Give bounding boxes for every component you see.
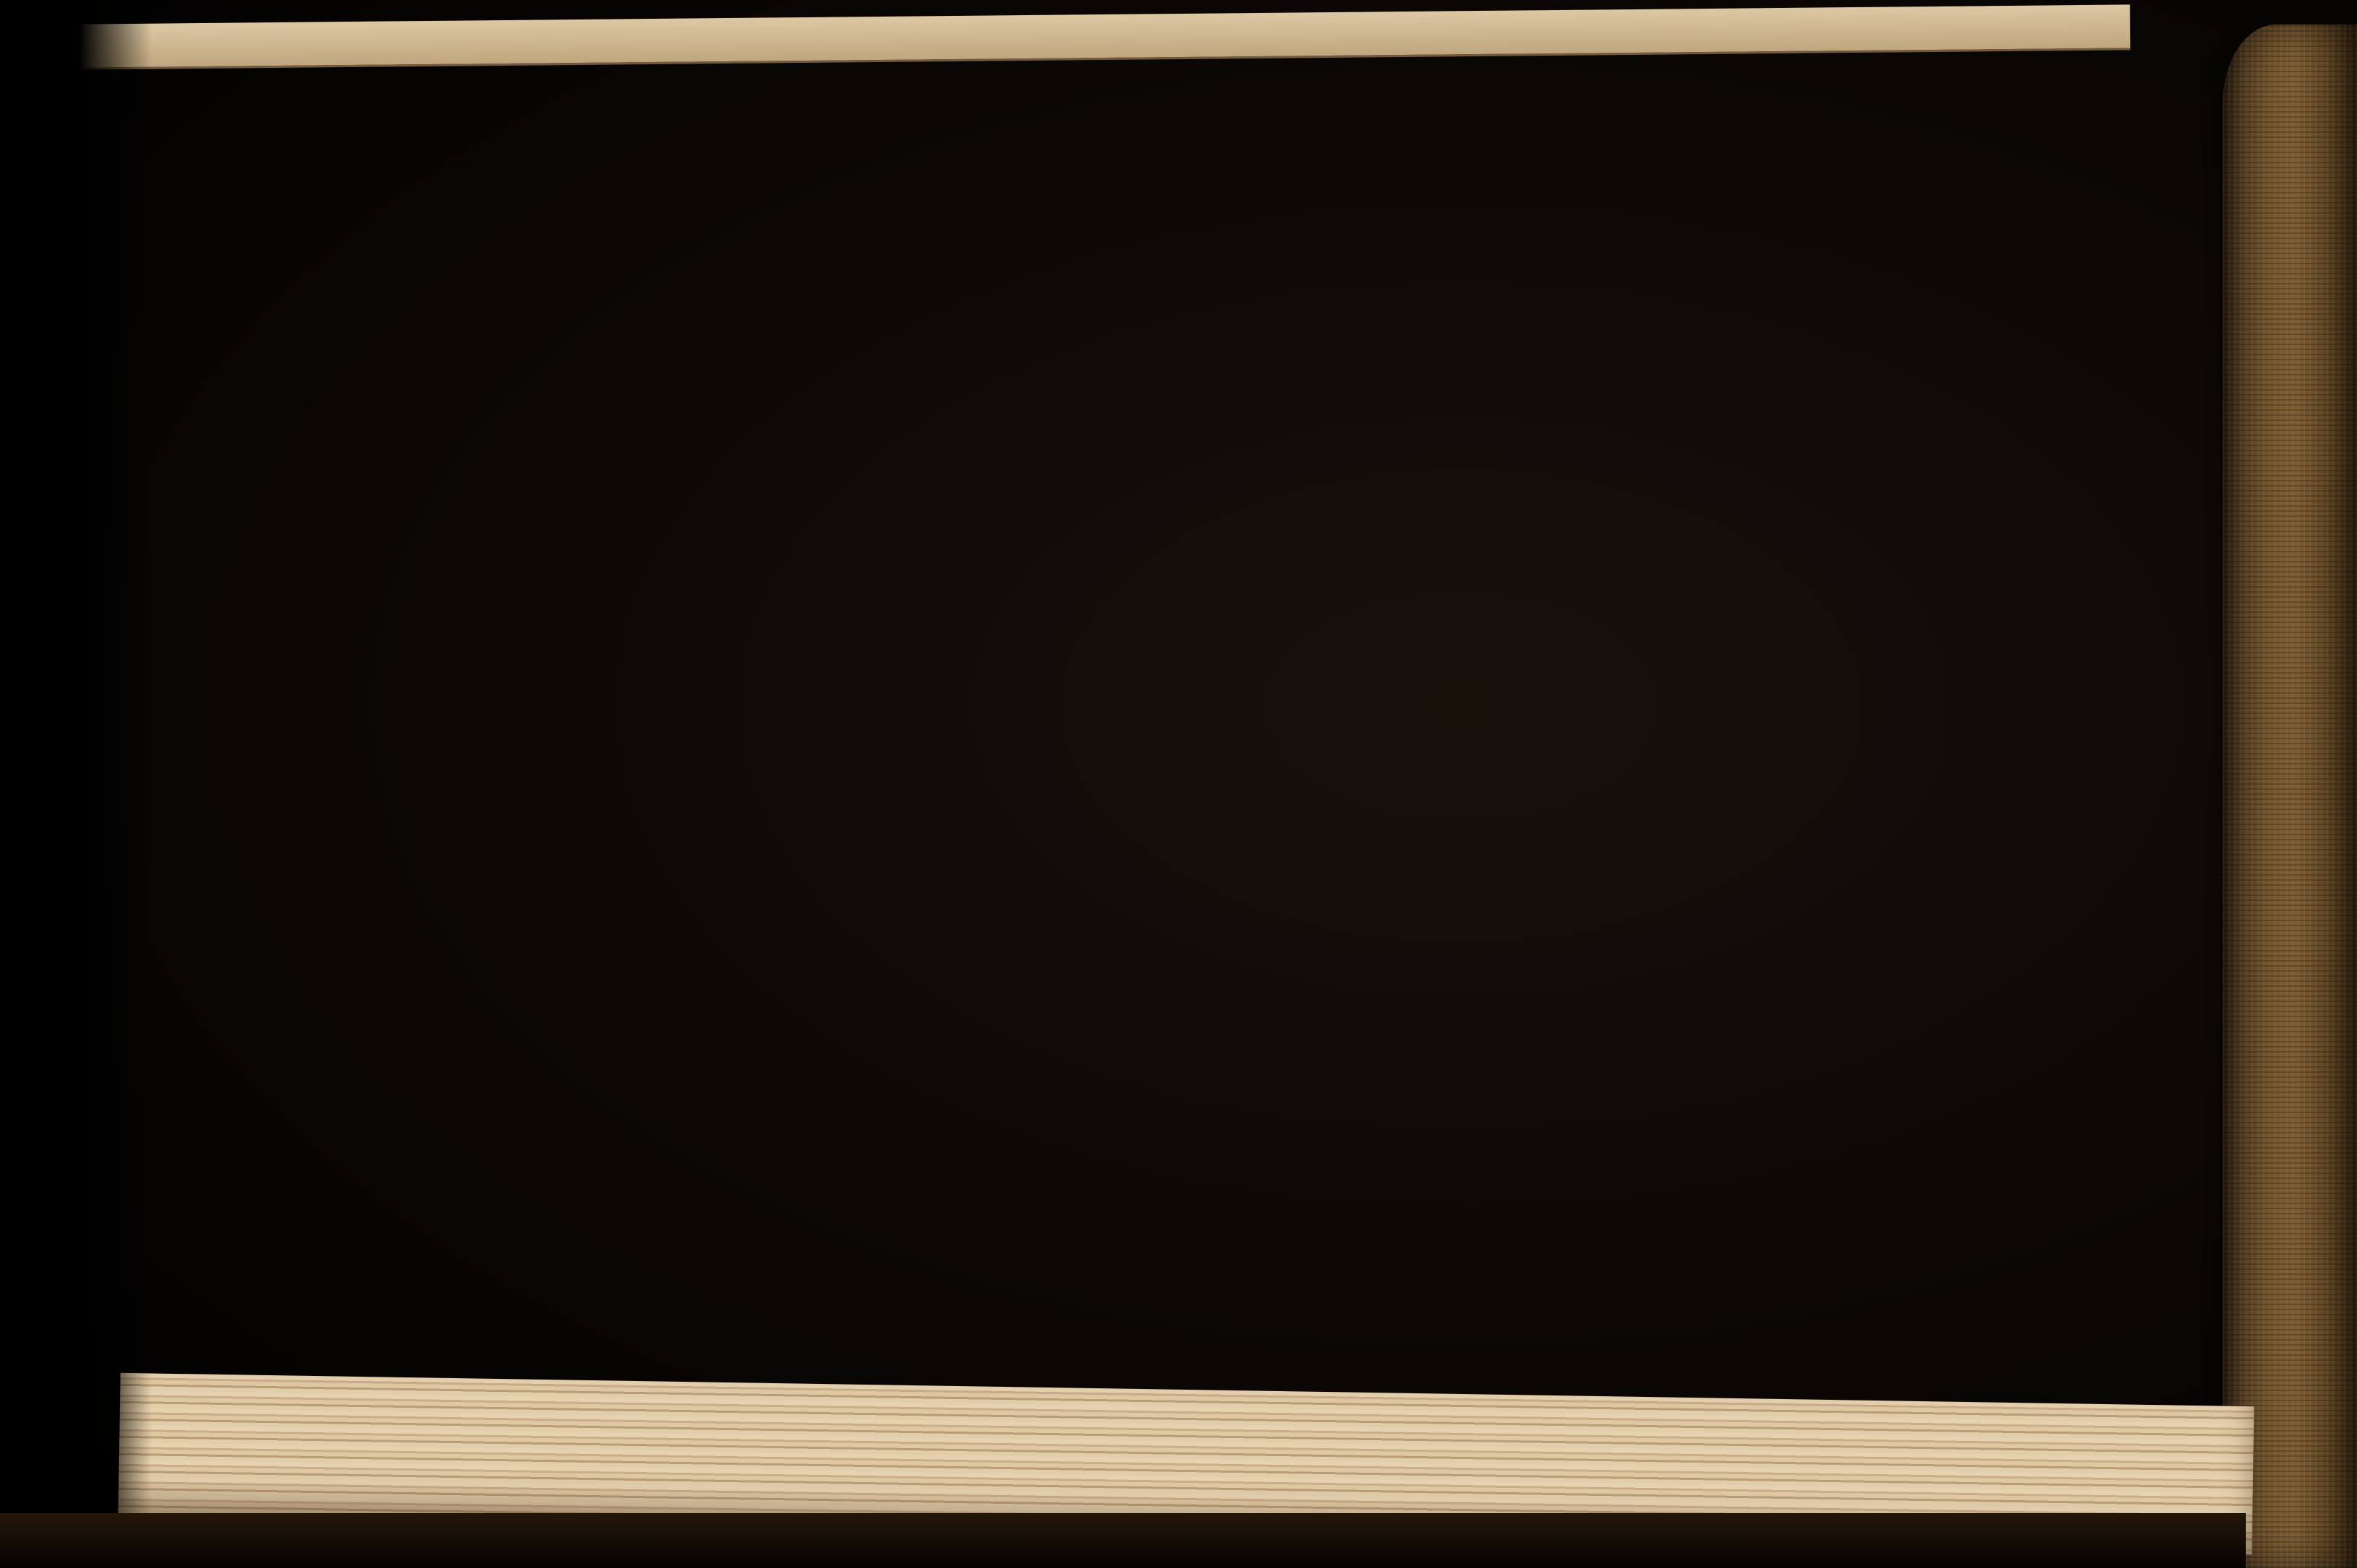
book-cover-edge [2223, 25, 2357, 1568]
left-shadow [0, 0, 152, 1568]
adjacent-page-sliver [79, 4, 2130, 69]
bottom-shadow [0, 1513, 2246, 1568]
